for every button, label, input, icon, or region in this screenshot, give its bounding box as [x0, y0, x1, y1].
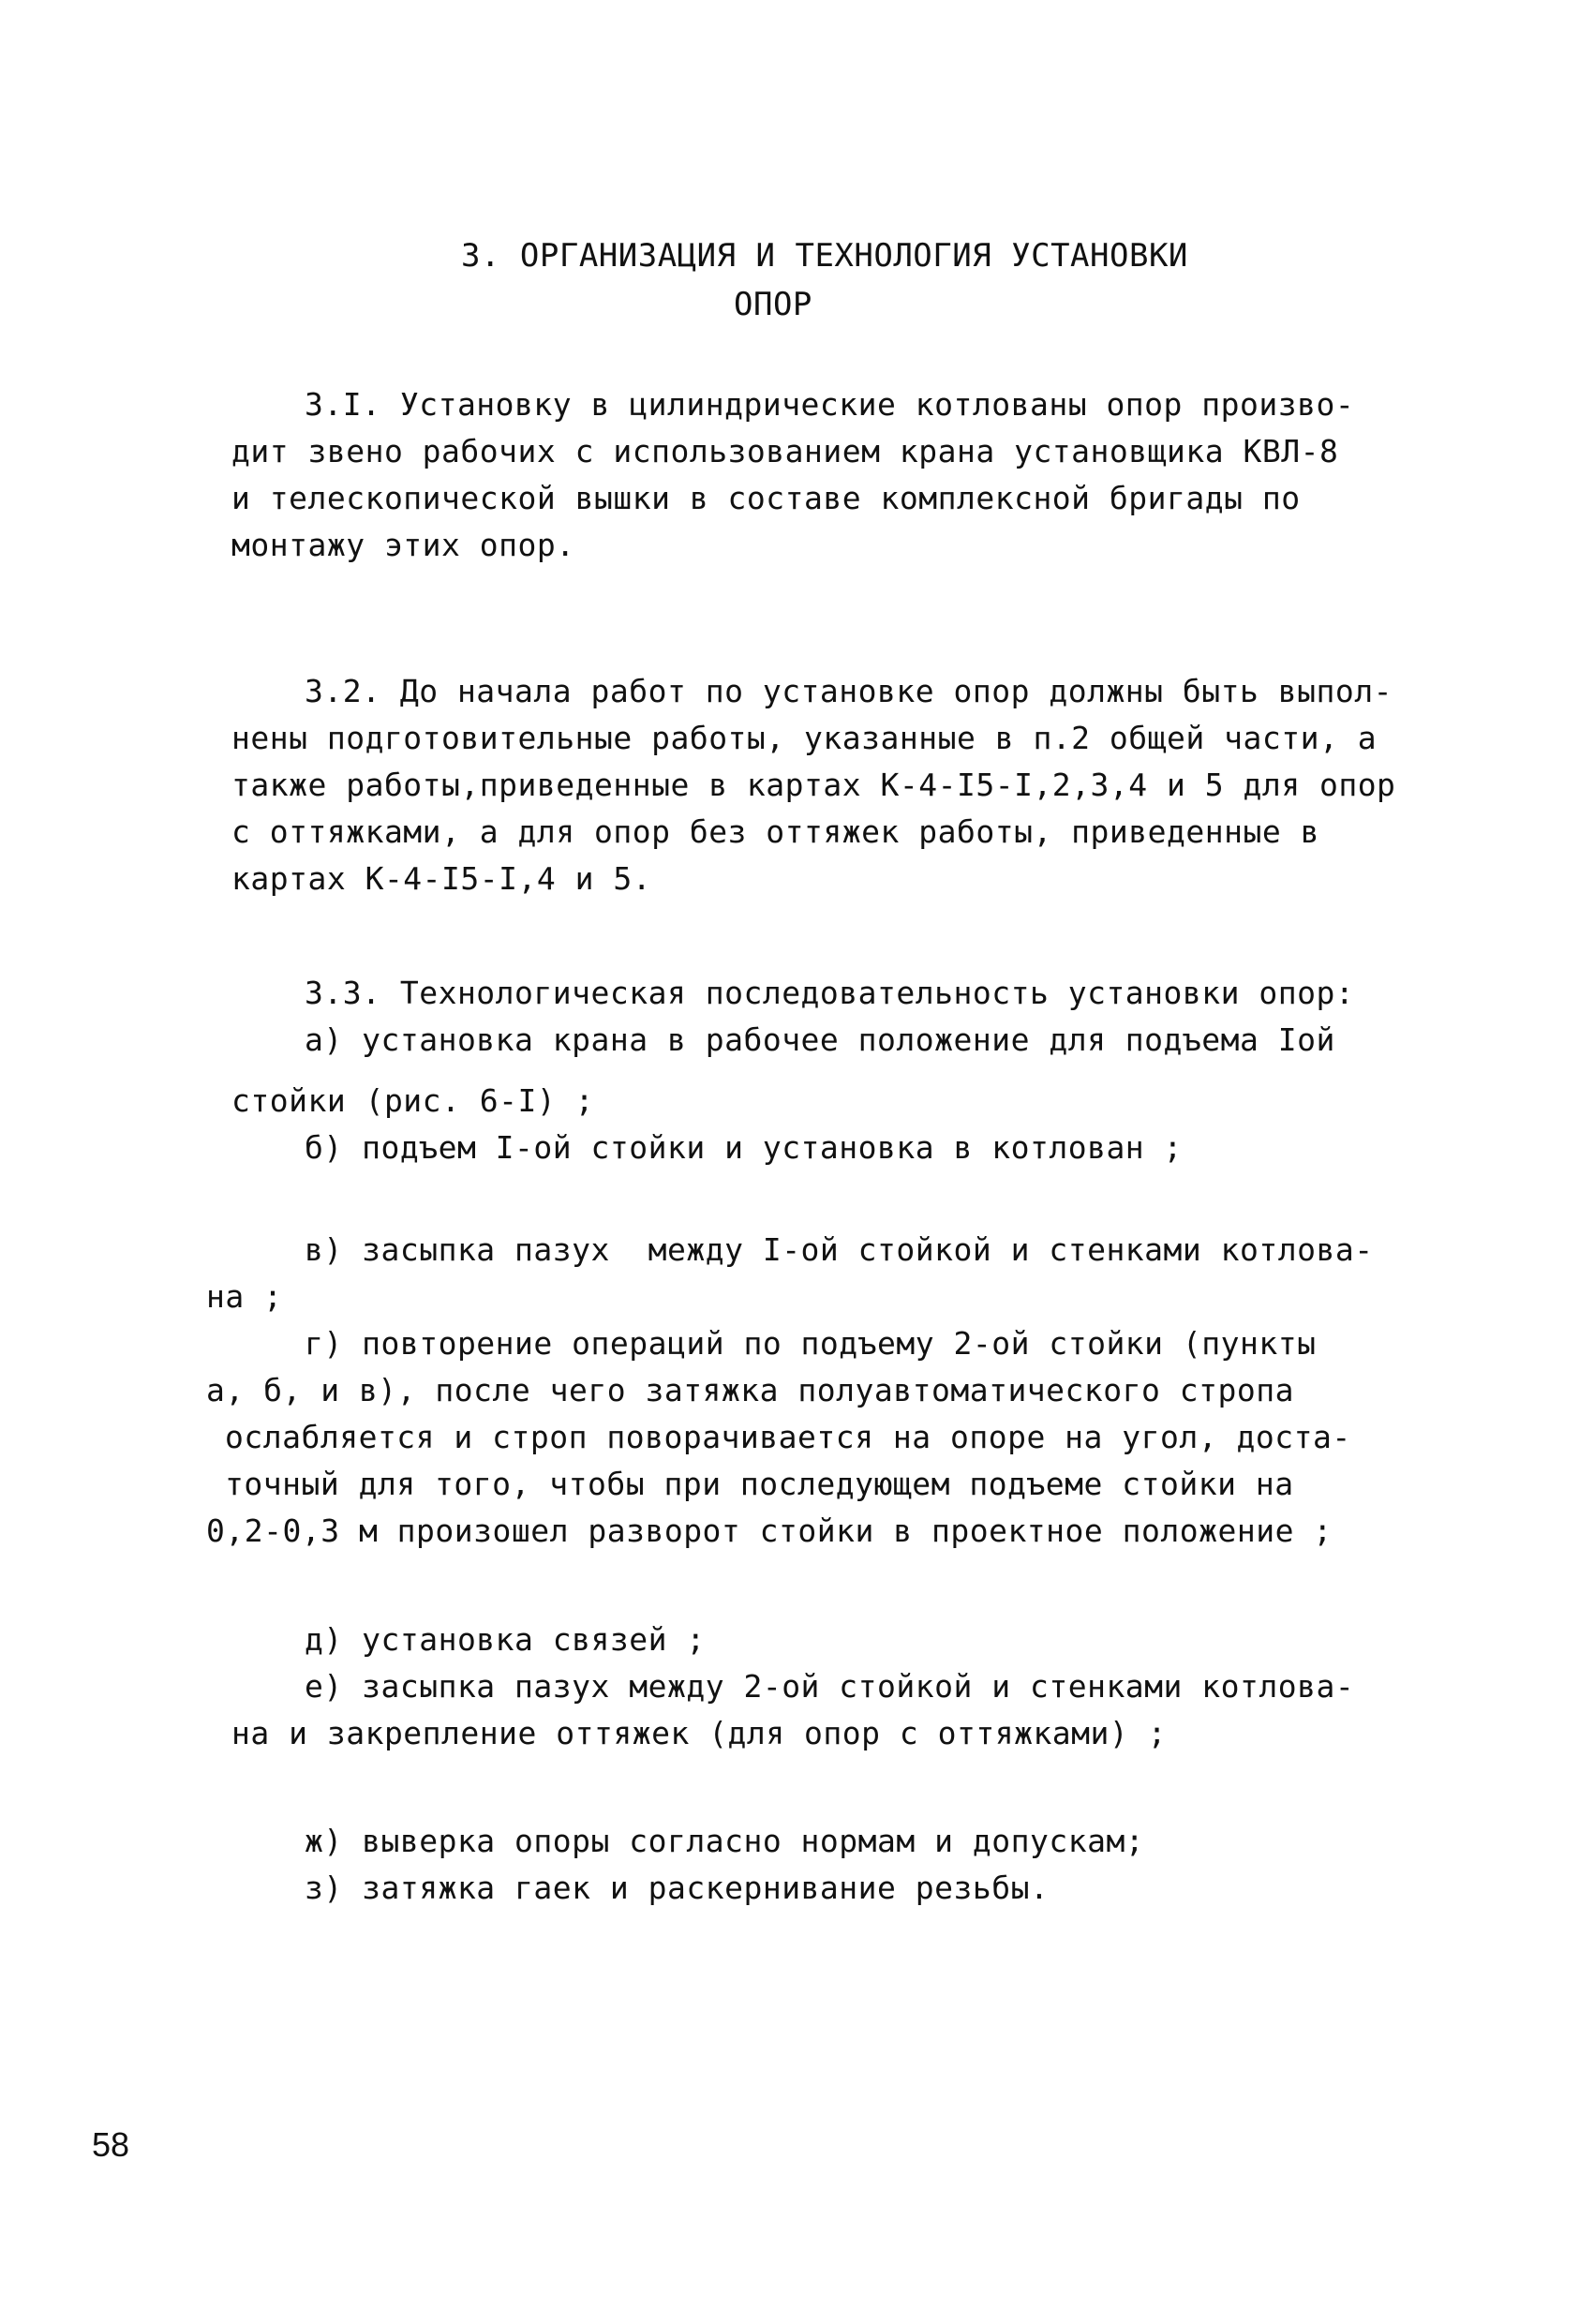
paragraph-3-2-line-2: нены подготовительные работы, указанные в п.2 общей части, а [231, 720, 1378, 756]
list-item-g-line-2: а, б, и в), после чего затяжка полуавтоматического стропа [206, 1372, 1294, 1408]
paragraph-3-3-intro: 3.3. Технологическая последовательность установки опор: [305, 975, 1355, 1011]
list-item-g-line-5: 0,2-0,3 м произошел разворот стойки в проектное положение ; [206, 1512, 1333, 1549]
paragraph-3-1-line-3: и телескопической вышки в составе комплексной бригады по [231, 480, 1301, 516]
paragraph-3-1-line-4: монтажу этих опор. [231, 527, 575, 563]
list-item-e-line-1: е) засыпка пазух между 2-ой стойкой и стенками котлова- [305, 1668, 1355, 1705]
paragraph-3-1-line-2: дит звено рабочих с использованием крана установщика КВЛ-8 [231, 433, 1339, 469]
list-item-z: з) затяжка гаек и раскернивание резьбы. [305, 1870, 1050, 1906]
list-item-b: б) подъем I-ой стойки и установка в котлован ; [305, 1129, 1183, 1166]
section-heading-line-2: ОПОР [734, 286, 812, 323]
list-item-g-line-1: г) повторение операций по подъему 2-ой стойки (пункты [305, 1325, 1317, 1362]
list-item-e-line-2: на и закрепление оттяжек (для опор с оттяжками) ; [231, 1715, 1168, 1751]
section-heading-line-1: 3. ОРГАНИЗАЦИЯ И ТЕХНОЛОГИЯ УСТАНОВКИ [461, 237, 1188, 275]
page-number: 58 [92, 2125, 130, 2164]
list-item-a-line-1: а) установка крана в рабочее положение для подъема Iой [305, 1021, 1335, 1058]
list-item-zh: ж) выверка опоры согласно нормам и допускам; [305, 1823, 1145, 1859]
paragraph-3-2-line-3: также работы,приведенные в картах К-4-I5-I,2,3,4 и 5 для опор [231, 767, 1396, 803]
list-item-v-line-1: в) засыпка пазух между I-ой стойкой и стенками котлова- [305, 1231, 1374, 1268]
list-item-d: д) установка связей ; [305, 1621, 706, 1658]
list-item-v-line-2: на ; [206, 1278, 283, 1315]
paragraph-3-2-line-5: картах К-4-I5-I,4 и 5. [231, 860, 652, 897]
paragraph-3-1-line-1: 3.I. Установку в цилиндрические котлованы опор произво- [305, 386, 1355, 423]
paragraph-3-2-line-1: 3.2. До начала работ по установке опор должны быть выпол- [305, 673, 1393, 709]
paragraph-3-2-line-4: с оттяжками, а для опор без оттяжек работы, приведенные в [231, 813, 1319, 850]
list-item-g-line-3: ослабляется и строп поворачивается на опоре на угол, доста- [225, 1419, 1351, 1455]
list-item-g-line-4: точный для того, чтобы при последующем подъеме стойки на [225, 1466, 1294, 1502]
list-item-a-line-2: стойки (рис. 6-I) ; [231, 1082, 594, 1119]
